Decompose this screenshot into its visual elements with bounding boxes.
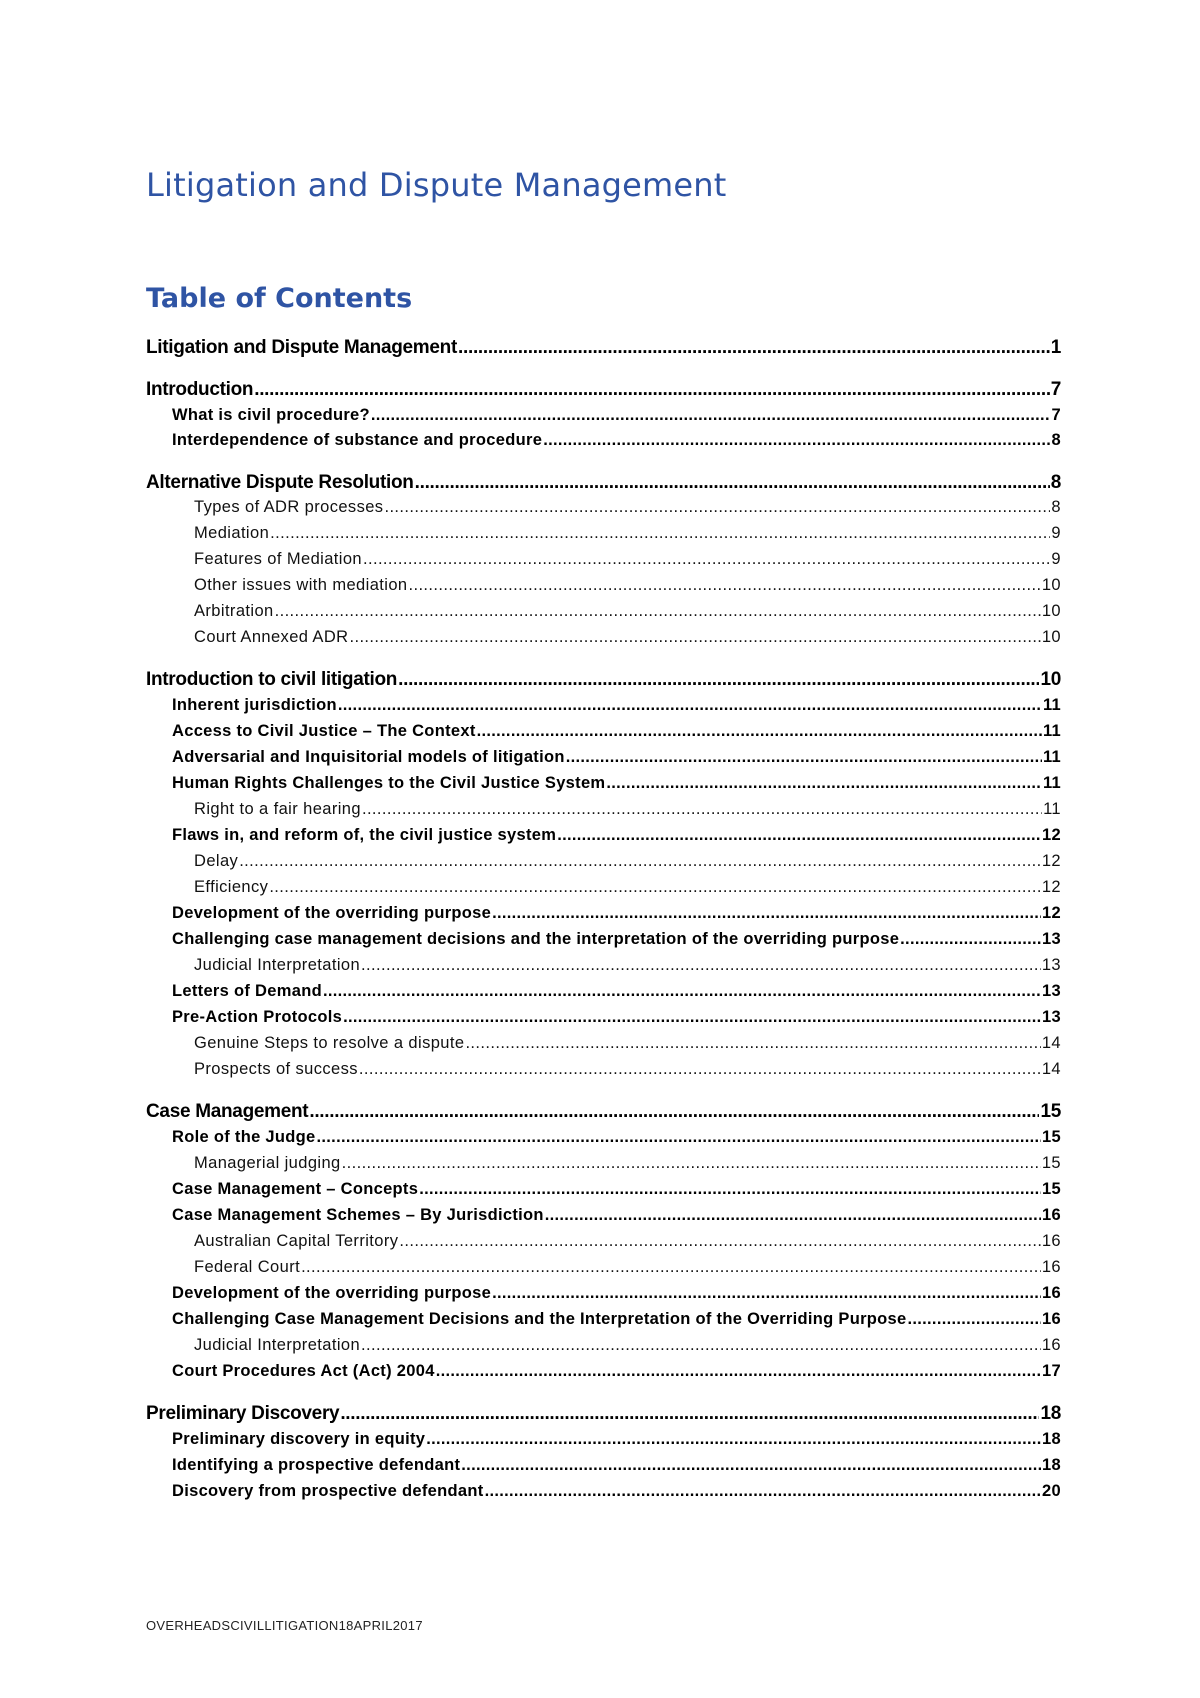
toc-dot-leader xyxy=(436,1362,1041,1381)
toc-entry-level-3[interactable] xyxy=(194,550,1061,569)
toc-entry-level-1[interactable] xyxy=(146,1403,1061,1425)
toc-entry-label: Flaws in, and reform of, the civil justice system xyxy=(172,826,557,844)
toc-page-number: 10 xyxy=(1041,628,1061,646)
toc-page-number: 13 xyxy=(1041,956,1061,974)
toc-entry-label: Judicial Interpretation xyxy=(194,956,361,974)
toc-entry-level-2[interactable] xyxy=(172,1008,1061,1027)
toc-entry-level-1[interactable] xyxy=(146,379,1061,401)
toc-page-number: 17 xyxy=(1042,1362,1061,1380)
toc-entry-level-2[interactable] xyxy=(172,1430,1061,1449)
toc-entry-label: Court Annexed ADR xyxy=(194,628,349,646)
toc-page-number: 11 xyxy=(1042,774,1061,792)
toc-entry-level-2[interactable] xyxy=(172,1362,1061,1381)
toc-entry-label: Preliminary discovery in equity xyxy=(172,1430,426,1448)
toc-dot-leader xyxy=(340,1403,1039,1425)
toc-page-number: 14 xyxy=(1041,1034,1061,1052)
toc-entry-level-2[interactable] xyxy=(172,1456,1061,1475)
toc-entry-level-2[interactable] xyxy=(172,1284,1061,1303)
toc-dot-leader xyxy=(465,1034,1040,1053)
toc-entry-level-2[interactable] xyxy=(172,696,1061,715)
toc-dot-leader xyxy=(309,1101,1039,1123)
toc-page-number: 14 xyxy=(1041,1060,1061,1078)
toc-dot-leader xyxy=(606,774,1042,793)
toc-entry-level-2[interactable] xyxy=(172,774,1061,793)
toc-dot-leader xyxy=(419,1180,1041,1199)
toc-page-number: 16 xyxy=(1041,1232,1061,1250)
toc-dot-leader xyxy=(492,904,1041,923)
toc-entry-label: Case Management Schemes – By Jurisdiction xyxy=(172,1206,544,1224)
toc-dot-leader xyxy=(342,1154,1041,1173)
toc-entry-level-1[interactable] xyxy=(146,669,1061,691)
toc-page-number: 18 xyxy=(1040,1403,1061,1424)
toc-page-number: 13 xyxy=(1042,982,1061,1000)
toc-dot-leader xyxy=(398,669,1039,691)
toc-entry-label: Australian Capital Territory xyxy=(194,1232,399,1250)
toc-page-number: 15 xyxy=(1040,1101,1061,1122)
toc-entry-level-2[interactable] xyxy=(172,904,1061,923)
toc-page-number: 12 xyxy=(1041,852,1061,870)
toc-entry-label: Identifying a prospective defendant xyxy=(172,1456,461,1474)
toc-page-number: 16 xyxy=(1042,1310,1061,1328)
toc-dot-leader xyxy=(399,1232,1040,1251)
toc-entry-label: Introduction to civil litigation xyxy=(146,669,398,690)
toc-entry-label: Judicial Interpretation xyxy=(194,1336,361,1354)
toc-entry-label: Letters of Demand xyxy=(172,982,322,1000)
toc-page-number: 10 xyxy=(1041,576,1061,594)
toc-page-number: 12 xyxy=(1041,878,1061,896)
toc-entry-label: Right to a fair hearing xyxy=(194,800,361,818)
toc-dot-leader xyxy=(270,524,1050,543)
toc-page-number: 7 xyxy=(1051,406,1061,424)
toc-page-number: 10 xyxy=(1041,602,1061,620)
toc-page-number: 11 xyxy=(1043,800,1061,818)
toc-dot-leader xyxy=(415,472,1050,494)
toc-entry-label: Challenging case management decisions and the interpretation of the overriding purpose xyxy=(172,930,900,948)
toc-dot-leader xyxy=(359,1060,1041,1079)
toc-entry-level-3[interactable] xyxy=(194,878,1061,897)
toc-dot-leader xyxy=(545,1206,1041,1225)
toc-dot-leader xyxy=(275,602,1041,621)
toc-entry-label: Adversarial and Inquisitorial models of litigation xyxy=(172,748,565,766)
toc-dot-leader xyxy=(543,431,1050,450)
toc-entry-level-3[interactable] xyxy=(194,1232,1061,1251)
toc-entry-label: Mediation xyxy=(194,524,270,542)
toc-entry-level-3[interactable] xyxy=(194,576,1061,595)
toc-dot-leader xyxy=(384,498,1050,517)
toc-dot-leader xyxy=(461,1456,1041,1475)
toc-page-number: 20 xyxy=(1042,1482,1061,1500)
toc-page-number: 13 xyxy=(1042,1008,1061,1026)
toc-dot-leader xyxy=(338,696,1042,715)
toc-entry-level-2[interactable] xyxy=(172,826,1061,845)
toc-dot-leader xyxy=(301,1258,1041,1277)
toc-page-number: 7 xyxy=(1050,379,1061,400)
toc-entry-level-3[interactable] xyxy=(194,1154,1061,1173)
toc-dot-leader xyxy=(557,826,1041,845)
toc-page-number: 18 xyxy=(1042,1456,1061,1474)
toc-entry-label: Case Management – Concepts xyxy=(172,1180,419,1198)
toc-entry-label: Preliminary Discovery xyxy=(146,1403,340,1424)
toc-dot-leader xyxy=(492,1284,1041,1303)
toc-page-number: 16 xyxy=(1041,1258,1061,1276)
toc-entry-level-1[interactable] xyxy=(146,472,1061,494)
toc-entry-label: Other issues with mediation xyxy=(194,576,408,594)
toc-entry-label: Delay xyxy=(194,852,239,870)
toc-dot-leader xyxy=(900,930,1041,949)
toc-dot-leader xyxy=(566,748,1042,767)
toc-entry-level-3[interactable] xyxy=(194,1034,1061,1053)
toc-entry-label: Genuine Steps to resolve a dispute xyxy=(194,1034,465,1052)
toc-page-number: 16 xyxy=(1042,1206,1061,1224)
toc-entry-level-3[interactable] xyxy=(194,602,1061,621)
toc-entry-level-2[interactable] xyxy=(172,406,1061,425)
toc-dot-leader xyxy=(458,337,1050,359)
toc-page-number: 8 xyxy=(1050,472,1061,493)
toc-entry-level-2[interactable] xyxy=(172,982,1061,1001)
toc-entry-label: Development of the overriding purpose xyxy=(172,904,492,922)
toc-entry-label: Interdependence of substance and procedure xyxy=(172,431,543,449)
toc-entry-level-2[interactable] xyxy=(172,1128,1061,1147)
toc-entry-label: Introduction xyxy=(146,379,254,400)
toc-entry-level-1[interactable] xyxy=(146,1101,1061,1123)
toc-dot-leader xyxy=(408,576,1040,595)
toc-entry-level-3[interactable] xyxy=(194,800,1061,819)
toc-entry-label: Arbitration xyxy=(194,602,274,620)
toc-page-number: 18 xyxy=(1042,1430,1061,1448)
toc-entry-label: Discovery from prospective defendant xyxy=(172,1482,484,1500)
toc-page-number: 10 xyxy=(1040,669,1061,690)
toc-page-number: 8 xyxy=(1051,431,1061,449)
toc-dot-leader xyxy=(361,956,1041,975)
toc-dot-leader xyxy=(363,550,1050,569)
toc-dot-leader xyxy=(349,628,1040,647)
toc-entry-label: Prospects of success xyxy=(194,1060,358,1078)
toc-page-number: 15 xyxy=(1041,1154,1061,1172)
toc-entry-label: Federal Court xyxy=(194,1258,301,1276)
toc-dot-leader xyxy=(323,982,1041,1001)
toc-entry-label: Litigation and Dispute Management xyxy=(146,337,458,358)
toc-page-number: 11 xyxy=(1042,696,1061,714)
toc-dot-leader xyxy=(239,852,1041,871)
toc-entry-level-2[interactable] xyxy=(172,1206,1061,1225)
toc-entry-level-3[interactable] xyxy=(194,1336,1061,1355)
toc-entry-level-2[interactable] xyxy=(172,930,1061,949)
toc-entry-label: Access to Civil Justice – The Context xyxy=(172,722,476,740)
toc-dot-leader xyxy=(477,722,1042,741)
toc-dot-leader xyxy=(362,800,1042,819)
toc-page-number: 9 xyxy=(1051,524,1061,542)
toc-entry-level-3[interactable] xyxy=(194,852,1061,871)
toc-entry-level-1[interactable] xyxy=(146,337,1061,359)
toc-entry-label: What is civil procedure? xyxy=(172,406,370,424)
toc-entry-level-2[interactable] xyxy=(172,748,1061,767)
toc-entry-label: Challenging Case Management Decisions and the Interpretation of the Overriding Purpose xyxy=(172,1310,907,1328)
footer-text: OVERHEADSCIVILLITIGATION18APRIL2017 xyxy=(146,1618,423,1633)
toc-page-number: 15 xyxy=(1042,1128,1061,1146)
toc-entry-level-3[interactable] xyxy=(194,1060,1061,1079)
toc-page-number: 8 xyxy=(1051,498,1061,516)
toc-page-number: 16 xyxy=(1041,1336,1061,1354)
toc-entry-level-2[interactable] xyxy=(172,1482,1061,1501)
toc-dot-leader xyxy=(485,1482,1041,1501)
toc-entry-level-3[interactable] xyxy=(194,628,1061,647)
toc-entry-label: Development of the overriding purpose xyxy=(172,1284,492,1302)
toc-dot-leader xyxy=(908,1310,1042,1329)
toc-entry-label: Court Procedures Act (Act) 2004 xyxy=(172,1362,435,1380)
toc-page-number: 1 xyxy=(1050,337,1061,358)
toc-entry-label: Efficiency xyxy=(194,878,269,896)
toc-entry-label: Managerial judging xyxy=(194,1154,341,1172)
toc-page-number: 11 xyxy=(1042,722,1061,740)
toc-page-number: 15 xyxy=(1042,1180,1061,1198)
toc-dot-leader xyxy=(254,379,1050,401)
toc-entry-level-2[interactable] xyxy=(172,431,1061,450)
toc-dot-leader xyxy=(343,1008,1041,1027)
toc-entry-label: Features of Mediation xyxy=(194,550,362,568)
toc-entry-level-2[interactable] xyxy=(172,722,1061,741)
toc-entry-level-2[interactable] xyxy=(172,1180,1061,1199)
toc-page-number: 16 xyxy=(1042,1284,1061,1302)
toc-entry-label: Pre-Action Protocols xyxy=(172,1008,343,1026)
toc-entry-level-3[interactable] xyxy=(194,498,1061,517)
page-title: Litigation and Dispute Management xyxy=(146,166,727,204)
toc-dot-leader xyxy=(361,1336,1041,1355)
toc-page-number: 11 xyxy=(1042,748,1061,766)
toc-heading: Table of Contents xyxy=(146,283,413,314)
toc-dot-leader xyxy=(269,878,1041,897)
toc-dot-leader xyxy=(317,1128,1042,1147)
toc-entry-label: Alternative Dispute Resolution xyxy=(146,472,414,493)
toc-dot-leader xyxy=(371,406,1051,425)
toc-entry-label: Case Management xyxy=(146,1101,309,1122)
toc-page-number: 12 xyxy=(1042,904,1061,922)
toc-entry-label: Types of ADR processes xyxy=(194,498,384,516)
toc-entry-level-3[interactable] xyxy=(194,1258,1061,1277)
toc-page-number: 13 xyxy=(1042,930,1061,948)
toc-entry-label: Human Rights Challenges to the Civil Justice System xyxy=(172,774,606,792)
toc-dot-leader xyxy=(426,1430,1041,1449)
toc-entry-label: Inherent jurisdiction xyxy=(172,696,337,714)
toc-entry-level-3[interactable] xyxy=(194,524,1061,543)
toc-entry-level-3[interactable] xyxy=(194,956,1061,975)
toc-entry-level-2[interactable] xyxy=(172,1310,1061,1329)
toc-page-number: 9 xyxy=(1051,550,1061,568)
toc-entry-label: Role of the Judge xyxy=(172,1128,316,1146)
toc-page-number: 12 xyxy=(1042,826,1061,844)
